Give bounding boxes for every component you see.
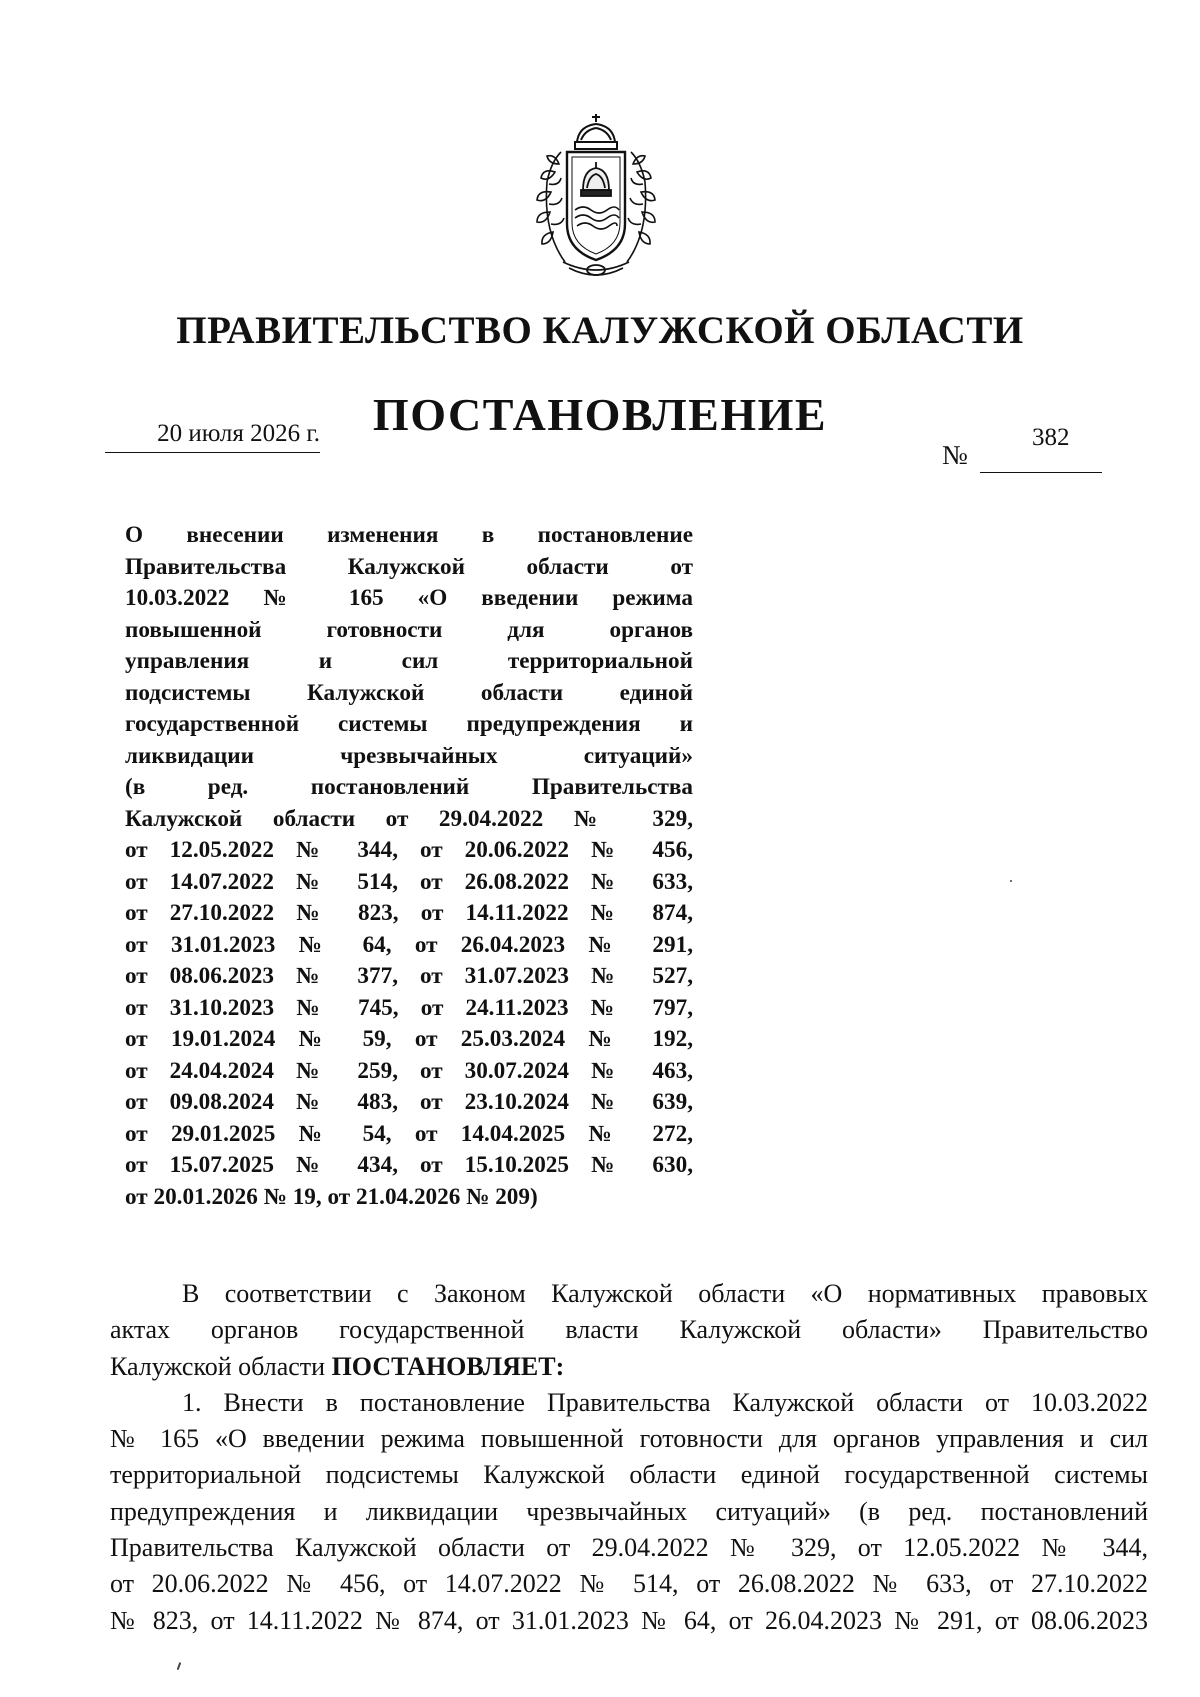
subject-line: ликвидации чрезвычайных ситуаций» — [125, 742, 693, 769]
organization-title: ПРАВИТЕЛЬСТВО КАЛУЖСКОЙ ОБЛАСТИ — [176, 309, 1024, 352]
subject-line: (в ред. постановлений Правительства — [125, 774, 693, 800]
subject-line: управления и сил территориальной — [125, 648, 693, 674]
subject-line: от 24.04.2024 № 259, от 30.07.2024 № 463, — [125, 1057, 693, 1084]
subject-line: от 09.08.2024 № 483, от 23.10.2024 № 639, — [125, 1089, 693, 1115]
subject-line: от 15.07.2025 № 434, от 15.10.2025 № 630, — [125, 1152, 693, 1178]
document-type-title: ПОСТАНОВЛЕНИЕ — [372, 389, 828, 440]
date-text: 20 июля 2026 г. — [157, 420, 320, 447]
item-line: Правительства Калужской области от 29.04.2022 № 329, от 12.05.2022 № 344, — [110, 1533, 1148, 1563]
subject-line: повышенной готовности для органов — [125, 616, 693, 643]
subject-line: от 31.10.2023 № 745, от 24.11.2023 № 797, — [125, 994, 693, 1021]
item-line: № 823, от 14.11.2022 № 874, от 31.01.2023 № 64, от 26.04.2023 № 291, от 08.06.2023 — [110, 1605, 1148, 1635]
date-underline — [105, 452, 320, 453]
item-line: 1. Внести в постановление Правительства Калужской области от 10.03.2022 — [182, 1387, 1148, 1417]
item-line: предупреждения и ликвидации чрезвычайных ситуаций» (в ред. постановлений — [110, 1496, 1148, 1526]
subject-line: 10.03.2022 № 165 «О введении режима — [125, 585, 693, 611]
scan-speck — [1010, 880, 1012, 882]
number-underline — [980, 472, 1102, 473]
preamble-line: В соответствии с Законом Калужской области «О нормативных правовых — [182, 1279, 1148, 1308]
subject-line: от 29.01.2025 № 54, от 14.04.2025 № 272, — [125, 1120, 693, 1147]
number-value: 382 — [1032, 424, 1070, 451]
item-line: № 165 «О введении режима повышенной готовности для органов управления и сил — [110, 1424, 1148, 1454]
preamble-line: актах органов государственной власти Калужской области» Правительство — [110, 1315, 1148, 1345]
preamble-line — [110, 1349, 1148, 1385]
document-date — [105, 420, 320, 453]
subject-line: от 12.05.2022 № 344, от 20.06.2022 № 456, — [125, 837, 693, 863]
subject-line: от 08.06.2023 № 377, от 31.07.2023 № 527, — [125, 963, 693, 989]
subject-line: от 31.01.2023 № 64, от 26.04.2023 № 291, — [125, 931, 693, 958]
item-line: территориальной подсистемы Калужской области единой государственной системы — [110, 1460, 1148, 1490]
subject-line: О внесении изменения в постановление — [125, 522, 693, 548]
document-subject — [125, 520, 693, 1213]
subject-line: от 19.01.2024 № 59, от 25.03.2024 № 192, — [125, 1026, 693, 1052]
subject-line: от 27.10.2022 № 823, от 14.11.2022 № 874, — [125, 900, 693, 926]
subject-line: Правительства Калужской области от — [125, 553, 693, 580]
number-sign: № — [942, 440, 968, 470]
resolves-keyword: ПОСТАНОВЛЯЕТ: — [331, 1351, 565, 1381]
item-line: от 20.06.2022 № 456, от 14.07.2022 № 514, от 26.08.2022 № 633, от 27.10.2022 — [110, 1569, 1148, 1599]
preamble-text: Калужской области — [110, 1351, 332, 1381]
document-body — [110, 1276, 1148, 1639]
subject-line: государственной системы предупреждения и — [125, 711, 693, 737]
scan-speck — [177, 1662, 181, 1670]
subject-line: Калужской области от 29.04.2022 № 329, — [125, 805, 693, 832]
subject-line: от 20.01.2026 № 19, от 21.04.2026 № 209) — [125, 1183, 538, 1210]
subject-line: от 14.07.2022 № 514, от 26.08.2022 № 633, — [125, 868, 693, 895]
subject-line: подсистемы Калужской области единой — [125, 679, 693, 706]
coat-of-arms-icon — [525, 112, 667, 282]
